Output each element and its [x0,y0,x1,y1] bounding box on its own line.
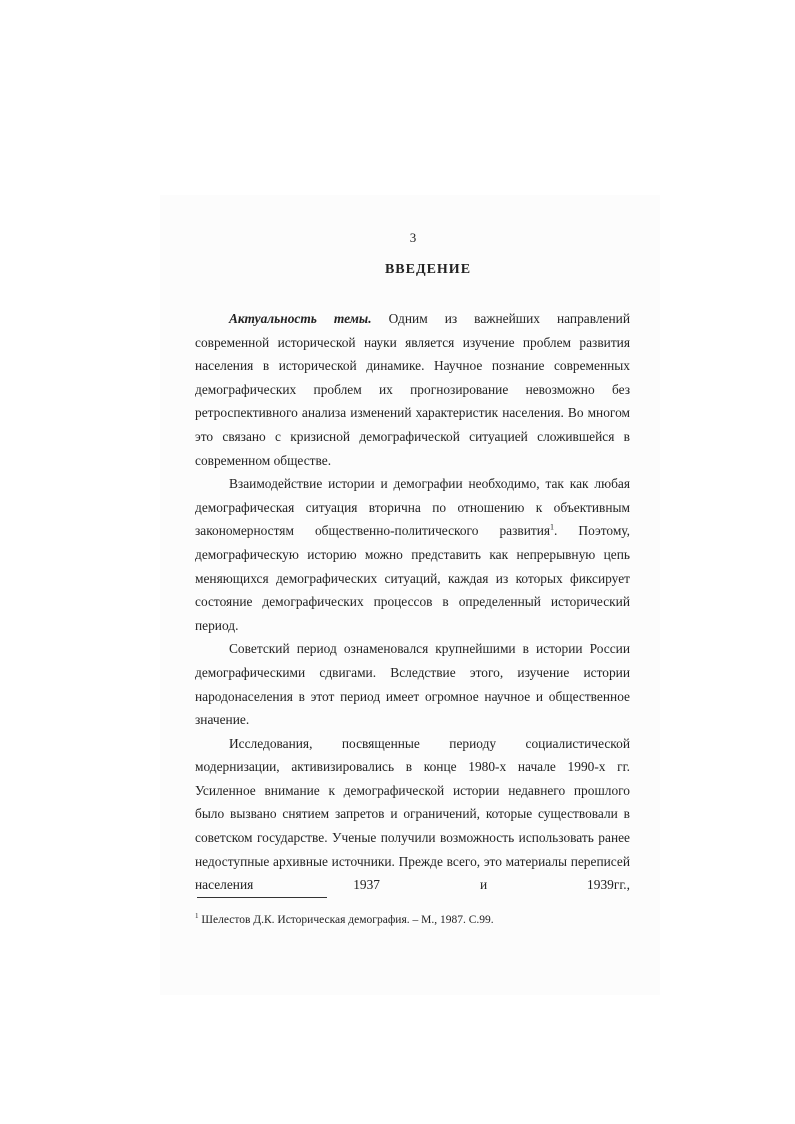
paragraph-text: Взаимодействие истории и демографии необходимо, так как любая демографическая ситуация вторична по отношению к объективным закономерностям общественно-политического развития [195,476,630,539]
footnote-text: Шелестов Д.К. Историческая демография. – М., 1987. С.99. [198,914,494,926]
paragraph-soviet-period [195,637,630,731]
body-text [195,307,630,897]
paragraph-text: Советский период ознаменовался крупнейшими в истории России демографическими сдвигами. Вследствие этого, изучение истории народонаселения в этот период имеет огромное научное и общественное значение. [195,641,630,728]
footnote-reference[interactable]: 1 [550,522,555,532]
page-number: 3 [409,230,417,245]
paragraph-relevance [195,307,630,472]
section-heading: ВВЕДЕНИЕ [384,262,472,277]
paragraph-lead: Актуальность темы. [229,311,372,326]
paragraph-history-demography [195,472,630,637]
paragraph-text: Исследования, посвященные периоду социалистической модернизации, активизировались в конце 1980-х начале 1990-х гг. Усиленное внимание к демографической истории недавнего прошлого было вызвано снятием запретов и ограничений, которые существовали в советском государстве. Ученые получили возможность использовать ранее недоступные архивные источники. Прежде всего, это материалы переписей населения 1937 и 1939гг., [195,735,630,893]
footnote-marker: 1 [195,912,199,921]
paragraph-text: . Поэтому, демографическую историю можно представить как непрерывную цепь меняющихся демографических ситуаций, каждая из которых фиксирует состояние демографических процессов в определенный исторический период. [195,523,631,633]
paragraph-text: Одним из важнейших направлений современной исторической науки является изучение проблем развития населения в исторической динамике. Научное познание современных демографических проблем их прогнозирование невозможно без ретроспективного анализа изменений характеристик населения. Во многом это связано с кризисной демографической ситуацией сложившейся в современном обществе. [195,311,630,468]
footnote-divider [197,897,327,898]
paragraph-research [195,732,630,897]
footnote [195,914,494,926]
